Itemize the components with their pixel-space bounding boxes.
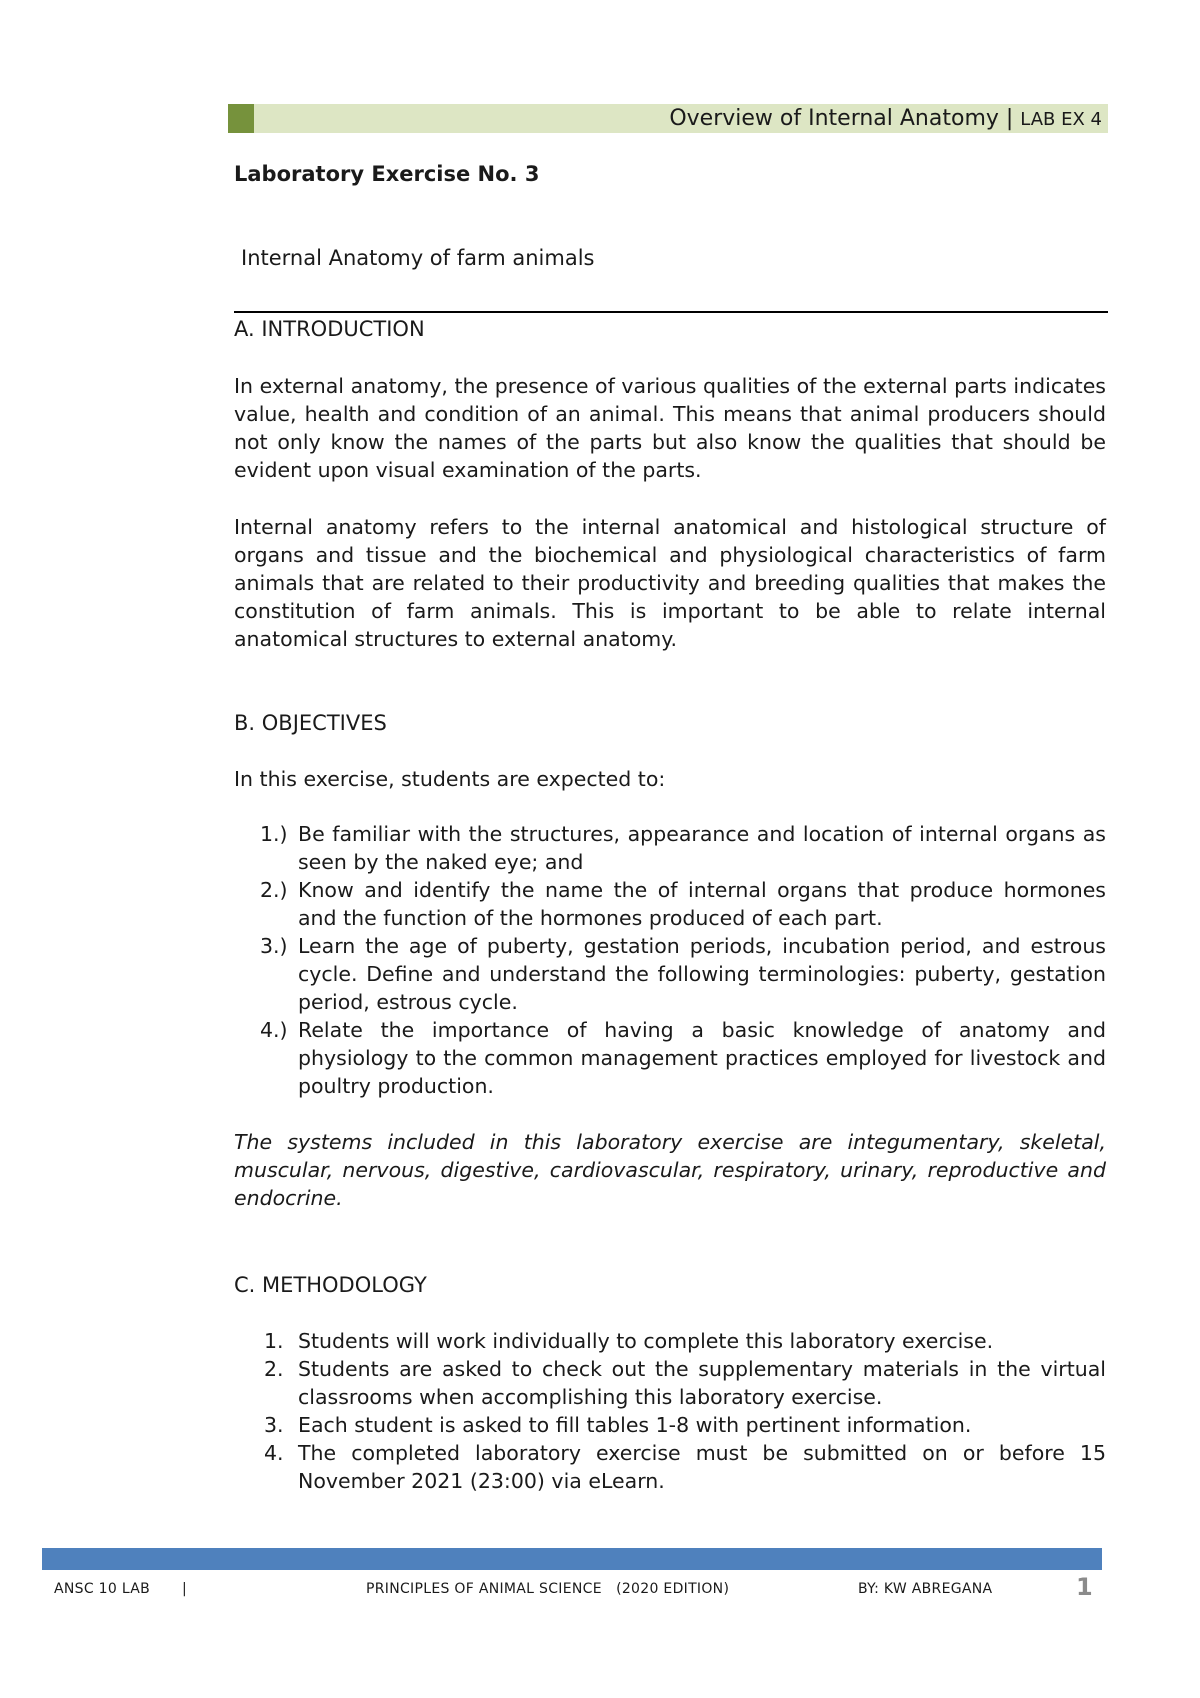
footer-author: BY: KW ABREGANA <box>858 1581 993 1597</box>
list-item <box>234 876 1106 932</box>
list-item-text: Know and identify the name the of internal organs that produce hormones and the function of the hormones produced of each part. <box>298 878 1106 930</box>
list-number: 2.) <box>260 878 288 902</box>
list-number: 1. <box>264 1329 284 1353</box>
footer-book-title: PRINCIPLES OF ANIMAL SCIENCE (2020 EDITION) <box>366 1581 730 1597</box>
list-item-text: Students will work individually to complete this laboratory exercise. <box>298 1329 994 1353</box>
list-item-text: Relate the importance of having a basic knowledge of anatomy and physiology to the common management practices employed for livestock and poultry production. <box>298 1018 1106 1098</box>
list-item-text: Be familiar with the structures, appearance and location of internal organs as seen by the naked eye; and <box>298 822 1106 874</box>
list-item <box>234 932 1106 1016</box>
list-item <box>234 1016 1106 1100</box>
objectives-lead: In this exercise, students are expected to: <box>234 767 666 791</box>
document-subtitle: Internal Anatomy of farm animals <box>241 246 595 270</box>
list-item <box>234 1439 1106 1495</box>
list-item <box>234 1327 1106 1355</box>
footer-band <box>42 1548 1102 1570</box>
header-sub: LAB EX 4 <box>1020 109 1102 130</box>
list-number: 3.) <box>260 934 288 958</box>
methodology-heading: C. METHODOLOGY <box>234 1273 427 1297</box>
title-divider <box>234 311 1108 313</box>
page-number: 1 <box>1076 1573 1093 1601</box>
methodology-list <box>234 1327 1106 1495</box>
list-number: 1.) <box>260 822 288 846</box>
list-number: 3. <box>264 1413 284 1437</box>
header-title: Overview of Internal Anatomy <box>669 106 999 131</box>
footer-course: ANSC 10 LAB <box>54 1581 151 1597</box>
introduction-paragraph-1: In external anatomy, the presence of various qualities of the external parts indicates value, health and condition of an animal. This means that animal producers should not only know the names of the parts but also know the qualities that should be evident upon visual examination of the parts. <box>234 374 1106 482</box>
list-item <box>234 1355 1106 1411</box>
introduction-paragraph-2: Internal anatomy refers to the internal anatomical and histological structure of organs and tissue and the biochemical and physiological characteristics of farm animals that are related to their productivity and breeding qualities that makes the constitution of farm animals. This is important to be able to relate internal anatomical structures to external anatomy. <box>234 515 1106 651</box>
list-item <box>234 820 1106 876</box>
list-number: 4.) <box>260 1018 288 1042</box>
objectives-list <box>234 820 1106 1100</box>
header-separator: | <box>998 106 1021 131</box>
list-item-text: Learn the age of puberty, gestation periods, incubation period, and estrous cycle. Define and understand the following terminologies: puberty, gestation period, estrous cycle. <box>298 934 1106 1014</box>
list-item-text: Students are asked to check out the supplementary materials in the virtual classrooms when accomplishing this laboratory exercise. <box>298 1357 1106 1409</box>
list-number: 2. <box>264 1357 284 1381</box>
list-number: 4. <box>264 1441 284 1465</box>
introduction-heading: A. INTRODUCTION <box>234 317 425 341</box>
systems-note: The systems included in this laboratory exercise are integumentary, skeletal, muscular, nervous, digestive, cardiovascular, respiratory, urinary, reproductive and endocrine. <box>234 1130 1106 1210</box>
list-item-text: The completed laboratory exercise must be submitted on or before 15 November 2021 (23:00) via eLearn. <box>298 1441 1106 1493</box>
list-item <box>234 1411 1106 1439</box>
lab-title: Laboratory Exercise No. 3 <box>234 162 540 186</box>
running-header <box>669 106 1102 133</box>
objectives-heading: B. OBJECTIVES <box>234 711 387 735</box>
list-item-text: Each student is asked to fill tables 1-8 with pertinent information. <box>298 1413 972 1437</box>
header-accent-block <box>228 104 254 133</box>
footer-divider: | <box>182 1581 188 1597</box>
